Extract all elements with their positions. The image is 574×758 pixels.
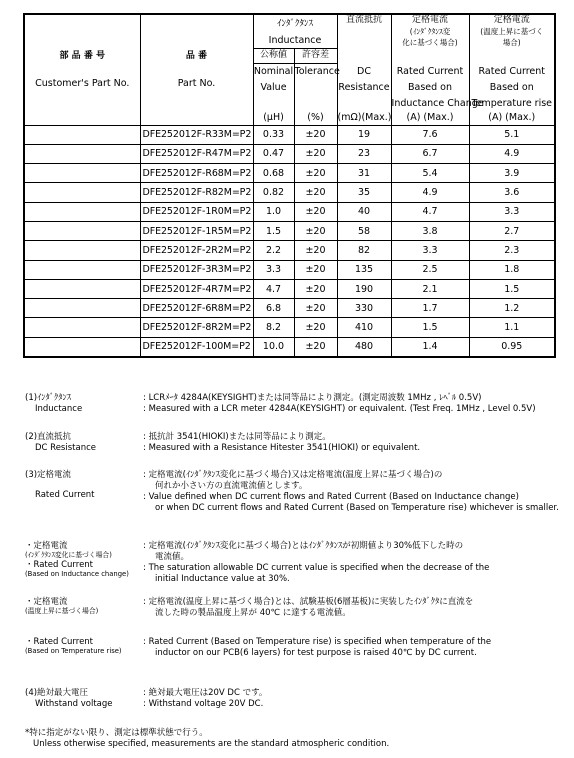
part-no-cell: DFE252012F-R68M=P2: [140, 164, 253, 183]
rated-current-inductance-cell: 7.6: [391, 125, 469, 144]
note-rc-en1: : Value defined when DC current flows and Rated Current (Based on Inductance change): [143, 492, 519, 502]
customer-part-no-cell: [24, 125, 140, 144]
inductance-cell: 1.0: [253, 202, 294, 221]
part-no-cell: DFE252012F-1R0M=P2: [140, 202, 253, 221]
rated-current-temperature-cell: 1.8: [469, 260, 555, 279]
rated-current-inductance-cell: 1.5: [391, 318, 469, 337]
tolerance-cell: ±20: [294, 337, 337, 357]
table-row: [24, 260, 555, 279]
dc-resistance-cell: 19: [337, 125, 391, 144]
part-no-cell: DFE252012F-R33M=P2: [140, 125, 253, 144]
header-nominal-en2: Value: [253, 79, 294, 95]
table-row: [24, 318, 555, 337]
tolerance-cell: ±20: [294, 241, 337, 260]
footer-en: Unless otherwise specified, measurements are the standard atmospheric condition.: [33, 739, 390, 749]
header-nominal-unit: (μH): [253, 111, 294, 125]
rated-current-inductance-cell: 1.7: [391, 299, 469, 318]
customer-part-no-cell: [24, 164, 140, 183]
rated-current-inductance-cell: 4.9: [391, 183, 469, 202]
table-row: [24, 221, 555, 240]
note-rc-label-en: Rated Current: [35, 490, 95, 500]
rated-current-inductance-cell: 4.7: [391, 202, 469, 221]
rated-current-inductance-cell: 1.4: [391, 337, 469, 357]
part-no-cell: DFE252012F-R47M=P2: [140, 144, 253, 163]
note-rci-en2: initial Inductance value at 30%.: [155, 574, 290, 584]
note-rci-label-jp-sub: (ｲﾝﾀﾞｸﾀﾝｽ変化に基づく場合): [25, 551, 112, 559]
rated-current-inductance-cell: 6.7: [391, 144, 469, 163]
header-product-en: Part No.: [177, 77, 216, 89]
note-inductance-label-en: Inductance: [35, 404, 83, 414]
header-rc1-en1: Rated Current: [391, 63, 469, 79]
header-rc1-en3: Inductance Change: [391, 95, 469, 111]
dc-resistance-cell: 82: [337, 241, 391, 260]
note-rci-jp2: 電流値。: [155, 552, 190, 562]
note-rci-label-jp: ・定格電流: [25, 541, 68, 551]
spec-table: [23, 13, 556, 358]
inductance-cell: 6.8: [253, 299, 294, 318]
note-wv-en: : Withstand voltage 20V DC.: [143, 699, 264, 709]
part-no-cell: DFE252012F-1R5M=P2: [140, 221, 253, 240]
inductance-cell: 2.2: [253, 241, 294, 260]
part-no-cell: DFE252012F-2R2M=P2: [140, 241, 253, 260]
inductance-cell: 0.33: [253, 125, 294, 144]
rated-current-temperature-cell: 4.9: [469, 144, 555, 163]
header-rc2-en3: Temperature rise: [469, 95, 555, 111]
note-wv-jp: : 絶対最大電圧は20V DC です。: [143, 688, 268, 698]
tolerance-cell: ±20: [294, 183, 337, 202]
header-product-jp: 品 番: [185, 50, 208, 61]
header-customer-part-no: [24, 14, 140, 125]
tolerance-cell: ±20: [294, 279, 337, 298]
tolerance-cell: ±20: [294, 144, 337, 163]
header-dcr-en2: Resistance: [337, 79, 391, 95]
customer-part-no-cell: [24, 299, 140, 318]
rated-current-temperature-cell: 2.7: [469, 221, 555, 240]
header-inductance-jp: ｲﾝﾀﾞｸﾀﾝｽ: [253, 14, 337, 34]
note-rct-label-en: ・Rated Current: [25, 637, 94, 647]
note-rc-label-jp: (3)定格電流: [25, 470, 72, 480]
note-rci-en1: : The saturation allowable DC current value is specified when the decrease of the: [143, 563, 490, 573]
part-no-cell: DFE252012F-8R2M=P2: [140, 318, 253, 337]
header-rc2-en1: Rated Current: [469, 63, 555, 79]
header-nominal-en1: Nominal: [253, 63, 294, 79]
header-part-no-en: Customer's Part No.: [35, 77, 130, 89]
inductance-cell: 8.2: [253, 318, 294, 337]
table-body: [24, 125, 555, 357]
part-no-cell: DFE252012F-6R8M=P2: [140, 299, 253, 318]
tolerance-cell: ±20: [294, 202, 337, 221]
table-row: [24, 125, 555, 144]
header-tolerance-en: Tolerance: [294, 63, 337, 79]
note-inductance-jp: : LCRﾒｰﾀ 4284A(KEYSIGHT)または同等品により測定。(測定周波数 1MHz , ﾚﾍﾞﾙ 0.5V): [143, 393, 482, 403]
tolerance-cell: ±20: [294, 318, 337, 337]
note-rc-jp2: 何れか小さい方の直流電流値とします。: [155, 481, 308, 491]
table-row: [24, 144, 555, 163]
header-rc1-sub1: (ｲﾝﾀﾞｸﾀﾝｽ変: [409, 27, 451, 36]
rated-current-temperature-cell: 3.6: [469, 183, 555, 202]
note-dcr-label-jp: (2)直流抵抗: [25, 432, 72, 442]
header-tolerance-unit: (%): [294, 111, 337, 125]
header-part-no-jp: 部 品 番 号: [59, 50, 105, 61]
footer-jp: *特に指定がない限り、測定は標準状態で行う。: [25, 728, 208, 738]
header-rc1-en2: Based on: [391, 79, 469, 95]
footer-note: [25, 728, 560, 750]
dc-resistance-cell: 480: [337, 337, 391, 357]
header-dcr-en1: DC: [337, 63, 391, 79]
header-inductance-en: Inductance: [253, 34, 337, 48]
table-row: [24, 279, 555, 298]
header-rc1-jp: 定格電流: [412, 15, 449, 25]
inductance-cell: 4.7: [253, 279, 294, 298]
part-no-cell: DFE252012F-R82M=P2: [140, 183, 253, 202]
header-rc2-en2: Based on: [469, 79, 555, 95]
header-rc1-unit: (A) (Max.): [391, 111, 469, 125]
note-wv-label-jp: (4)絶対最大電圧: [25, 688, 89, 698]
customer-part-no-cell: [24, 202, 140, 221]
rated-current-temperature-cell: 0.95: [469, 337, 555, 357]
note-rc-jp1: : 定格電流(ｲﾝﾀﾞｸﾀﾝｽ変化に基づく場合)又は定格電流(温度上昇に基づく場合)の: [143, 470, 443, 480]
rated-current-temperature-cell: 3.3: [469, 202, 555, 221]
note-inductance-label-jp: (1)ｲﾝﾀﾞｸﾀﾝｽ: [25, 393, 72, 403]
tolerance-cell: ±20: [294, 221, 337, 240]
note-rct-en1: : Rated Current (Based on Temperature rise) is specified when temperature of the: [143, 637, 492, 647]
rated-current-temperature-cell: 1.1: [469, 318, 555, 337]
customer-part-no-cell: [24, 241, 140, 260]
note-dcr-label-en: DC Resistance: [35, 443, 96, 453]
dc-resistance-cell: 190: [337, 279, 391, 298]
note-rct-label-en-sub: (Based on Temperature rise): [25, 647, 122, 655]
table-row: [24, 299, 555, 318]
header-dcr-unit: (mΩ)(Max.): [337, 112, 392, 124]
note-rct-jp2: 流した時の製品温度上昇が 40℃ に達する電流値。: [155, 608, 351, 618]
dc-resistance-cell: 330: [337, 299, 391, 318]
header-rc1-sub2: 化に基づく場合): [402, 38, 458, 47]
customer-part-no-cell: [24, 279, 140, 298]
note-rci-jp1: : 定格電流(ｲﾝﾀﾞｸﾀﾝｽ変化に基づく場合)とはｲﾝﾀﾞｸﾀﾝｽが初期値より30%低下した時の: [143, 541, 464, 551]
customer-part-no-cell: [24, 221, 140, 240]
rated-current-temperature-cell: 1.5: [469, 279, 555, 298]
header-rc2-sub1: (温度上昇に基づく: [480, 27, 544, 36]
tolerance-cell: ±20: [294, 260, 337, 279]
dc-resistance-cell: 23: [337, 144, 391, 163]
dc-resistance-cell: 135: [337, 260, 391, 279]
rated-current-temperature-cell: 5.1: [469, 125, 555, 144]
customer-part-no-cell: [24, 318, 140, 337]
tolerance-cell: ±20: [294, 164, 337, 183]
dc-resistance-cell: 31: [337, 164, 391, 183]
header-dcr-jp: 直流抵抗: [337, 14, 391, 48]
header-rc2-top: [469, 14, 555, 48]
dc-resistance-cell: 35: [337, 183, 391, 202]
rated-current-inductance-cell: 2.5: [391, 260, 469, 279]
note-dcr-jp: : 抵抗計 3541(HIOKI)または同等品により測定。: [143, 432, 331, 442]
note-rct-jp1: : 定格電流(温度上昇に基づく場合)とは、試験基板(6層基板)に実装したｲﾝﾀﾞｸﾀに直流を: [143, 597, 474, 607]
header-part-no: [140, 14, 253, 125]
rated-current-inductance-cell: 3.8: [391, 221, 469, 240]
rated-current-temperature-cell: 3.9: [469, 164, 555, 183]
rated-current-temperature-cell: 1.2: [469, 299, 555, 318]
inductance-cell: 0.47: [253, 144, 294, 163]
note-rct-label-jp-sub: (温度上昇に基づく場合): [25, 607, 99, 615]
rated-current-temperature-cell: 2.3: [469, 241, 555, 260]
table-row: [24, 241, 555, 260]
header-rc2-unit: (A) (Max.): [469, 111, 555, 125]
table-row: [24, 183, 555, 202]
note-rci-label-en: ・Rated Current: [25, 560, 94, 570]
customer-part-no-cell: [24, 144, 140, 163]
inductance-cell: 0.68: [253, 164, 294, 183]
rated-current-inductance-cell: 3.3: [391, 241, 469, 260]
part-no-cell: DFE252012F-3R3M=P2: [140, 260, 253, 279]
rated-current-inductance-cell: 2.1: [391, 279, 469, 298]
tolerance-cell: ±20: [294, 125, 337, 144]
note-inductance-en: : Measured with a LCR meter 4284A(KEYSIGHT) or equivalent. (Test Freq. 1MHz , Level 0.5V): [143, 404, 536, 414]
table-row: [24, 164, 555, 183]
inductance-cell: 0.82: [253, 183, 294, 202]
header-rc1-top: [391, 14, 469, 48]
note-rci-label-en-sub: (Based on Inductance change): [25, 570, 129, 578]
table-row: [24, 337, 555, 357]
note-wv-label-en: Withstand voltage: [35, 699, 113, 709]
inductance-cell: 3.3: [253, 260, 294, 279]
header-nominal-jp: 公称値: [253, 48, 294, 63]
rated-current-inductance-cell: 5.4: [391, 164, 469, 183]
customer-part-no-cell: [24, 260, 140, 279]
note-dcr-en: : Measured with a Resistance Hitester 3541(HIOKI) or equivalent.: [143, 443, 421, 453]
table-row: [24, 202, 555, 221]
dc-resistance-cell: 410: [337, 318, 391, 337]
inductance-cell: 10.0: [253, 337, 294, 357]
note-rc-en2: or when DC current flows and Rated Current (Based on Temperature rise) whichever is smaller.: [155, 503, 559, 513]
customer-part-no-cell: [24, 337, 140, 357]
note-rct-label-jp: ・定格電流: [25, 597, 68, 607]
tolerance-cell: ±20: [294, 299, 337, 318]
header-rc2-sub2: 場合): [502, 38, 521, 47]
dc-resistance-cell: 58: [337, 221, 391, 240]
part-no-cell: DFE252012F-100M=P2: [140, 337, 253, 357]
customer-part-no-cell: [24, 183, 140, 202]
dc-resistance-cell: 40: [337, 202, 391, 221]
note-rct-en2: inductor on our PCB(6 layers) for test purpose is raised 40℃ by DC current.: [155, 648, 477, 658]
part-no-cell: DFE252012F-4R7M=P2: [140, 279, 253, 298]
inductance-cell: 1.5: [253, 221, 294, 240]
header-tolerance-jp: 許容差: [294, 48, 337, 63]
header-rc2-jp: 定格電流: [493, 15, 530, 25]
